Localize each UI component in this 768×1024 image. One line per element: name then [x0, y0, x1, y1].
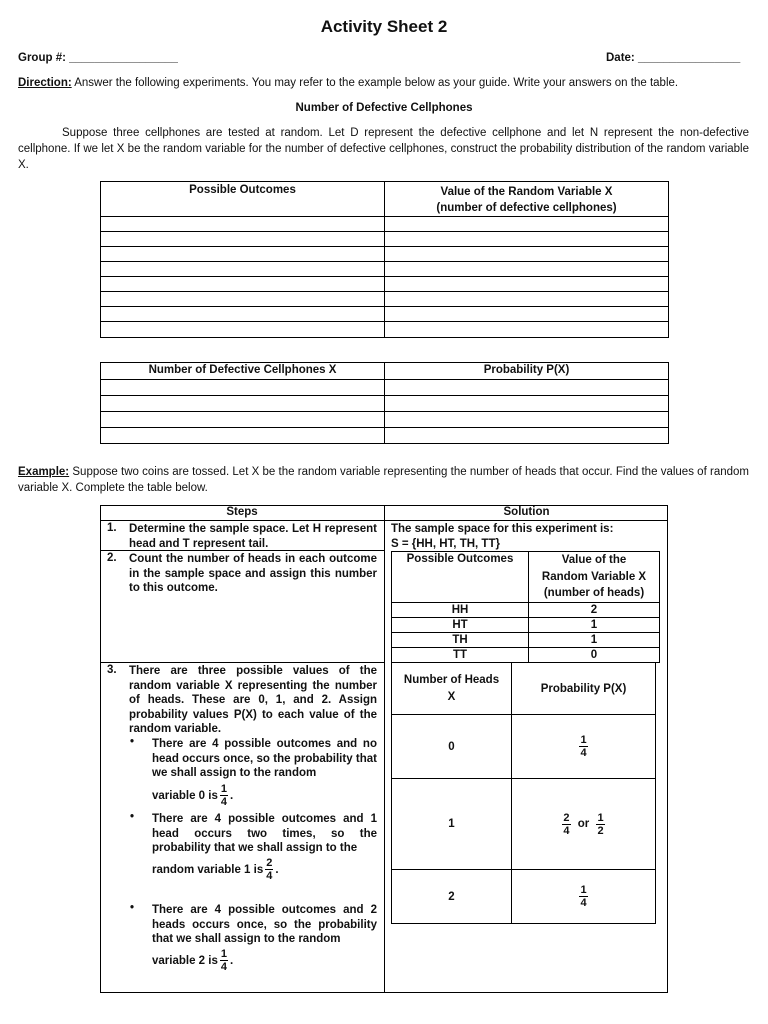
table1-header-value-line2: (number of defective cellphones) [436, 202, 617, 214]
table1-header-value-line1: Value of the Random Variable X [440, 186, 613, 198]
value-cell: 1 [529, 632, 660, 647]
table-row [392, 715, 656, 779]
direction-paragraph [18, 77, 750, 89]
example-paragraph [18, 464, 749, 496]
table-row[interactable] [101, 428, 669, 444]
group-field[interactable]: Group #: _________________ [18, 52, 178, 64]
bullet1-tail: variable 0 is $\frac{1}{4}$ . [152, 783, 234, 808]
table-row [392, 602, 660, 617]
sample-space: S = {HH, HT, TH, TT} [391, 537, 500, 550]
table-row [392, 632, 660, 647]
direction-label: Direction: [18, 77, 72, 89]
example-text: Suppose two coins are tossed. Let X be the random variable representing the number of heads that occur. Find the values of random variable X. Complete the table below. [18, 466, 749, 494]
prob-header-x-line1: Number of Heads [403, 673, 500, 686]
value-header-line2: Random Variable X [541, 570, 647, 583]
prob-header-x-line2: X [447, 690, 456, 703]
bullet2-tail: random variable 1 is $\frac{2}{4}$ . [152, 857, 279, 882]
solution-header: Solution [503, 506, 550, 518]
value-header [529, 552, 660, 603]
direction-text: Answer the following experiments. You may refer to the example below as your guide. Write your answers on the table. [71, 77, 679, 89]
fraction: $\frac{1}{4}$ [580, 734, 587, 759]
step2-number: 2. [107, 552, 117, 564]
value-header-line1: Value of the [561, 554, 627, 566]
prob-header-p: Probability P(X) [512, 663, 656, 715]
problem-text: Suppose three cellphones are tested at random. Let D represent the defective cellphone and let N represent the non-defective cellphone. If we let X be the random variable for the number of defective cellphones, construct the probability distribution of the random variable X. [18, 127, 749, 171]
example-label: Example: [18, 466, 70, 478]
bullet2-text: There are 4 possible outcomes and 1 head occurs two times, so the probability that we shall assign to the [152, 813, 377, 855]
table-row[interactable] [101, 217, 669, 232]
bullet-icon: • [130, 811, 135, 823]
table2-header-prob: Probability P(X) [385, 363, 669, 380]
table-row[interactable] [101, 247, 669, 262]
date-field[interactable]: Date: ________________ [606, 52, 741, 64]
steps-header: Steps [226, 506, 258, 518]
table-row [392, 870, 656, 924]
table-row[interactable] [101, 277, 669, 292]
step1-number: 1. [107, 522, 117, 534]
table-row[interactable] [101, 322, 669, 338]
bullet2-tail-text: random variable 1 is [152, 863, 264, 876]
outcome-cell: TT [392, 647, 529, 662]
outcomes-header: Possible Outcomes [392, 552, 529, 603]
fraction: $\frac{2}{4}$ [266, 857, 273, 882]
table1-header-value [385, 182, 669, 217]
answer-table-probability [100, 362, 669, 444]
step1-text: Determine the sample space. Let H represent head and T represent tail. [129, 523, 377, 550]
fraction: $\frac{1}{4}$ [220, 783, 227, 808]
prob-cell [512, 715, 656, 779]
x-cell: 1 [392, 779, 512, 870]
step1-solution [391, 522, 613, 551]
value-header-line3: (number of heads) [543, 587, 645, 599]
page-title: Activity Sheet 2 [320, 17, 448, 36]
problem-heading: Number of Defective Cellphones [295, 102, 473, 114]
prob-cell [512, 870, 656, 924]
fraction: $\frac{1}{4}$ [580, 884, 587, 909]
x-cell: 2 [392, 870, 512, 924]
prob-cell [512, 779, 656, 870]
fraction: $\frac{2}{4}$ [563, 811, 570, 837]
bullet-icon: • [130, 736, 135, 748]
table-row[interactable] [101, 307, 669, 322]
answer-table-outcomes [100, 181, 669, 338]
value-cell: 0 [529, 647, 660, 662]
table-row [392, 647, 660, 662]
table1-header-outcomes: Possible Outcomes [101, 182, 385, 217]
fraction: $\frac{1}{4}$ [220, 948, 227, 973]
table-row[interactable] [101, 262, 669, 277]
table-row[interactable] [101, 232, 669, 247]
value-cell: 2 [529, 602, 660, 617]
fraction: $\frac{1}{2}$ [597, 811, 604, 837]
prob-header-x [392, 663, 512, 715]
bullet1-text: There are 4 possible outcomes and no head occurs once, so the probability that we shall assign to the random [152, 738, 377, 780]
probability-table [391, 662, 656, 924]
step1-solution-line1: The sample space for this experiment is: [391, 523, 614, 535]
table-row [392, 617, 660, 632]
bullet1-tail-text: variable 0 is [152, 789, 218, 802]
table-row[interactable] [101, 396, 669, 412]
value-cell: 1 [529, 617, 660, 632]
bullet3-tail-text: variable 2 is [152, 954, 218, 967]
bullet-icon: • [130, 902, 135, 914]
outcome-cell: HH [392, 602, 529, 617]
table-row[interactable] [101, 292, 669, 307]
table-row[interactable] [101, 380, 669, 396]
x-cell: 0 [392, 715, 512, 779]
table-row[interactable] [101, 412, 669, 428]
step2-text: Count the number of heads in each outcome in the sample space and assign this number to this outcome. [129, 553, 377, 595]
bullet3-tail: variable 2 is $\frac{1}{4}$ . [152, 948, 234, 973]
outcomes-table [391, 551, 660, 663]
table-row [392, 779, 656, 870]
outcome-cell: HT [392, 617, 529, 632]
bullet3-text: There are 4 possible outcomes and 2 heads occurs once, so the probability that we shall assign to the random [152, 904, 377, 946]
table2-header-x: Number of Defective Cellphones X [101, 363, 385, 380]
step3-number: 3. [107, 664, 117, 676]
outcome-cell: TH [392, 632, 529, 647]
step3-text: There are three possible values of the random variable X representing the number of heads. These are 0, 1, and 2. Assign probability values P(X) to each value of the random variable. [129, 665, 377, 736]
or-text: or [577, 818, 590, 830]
